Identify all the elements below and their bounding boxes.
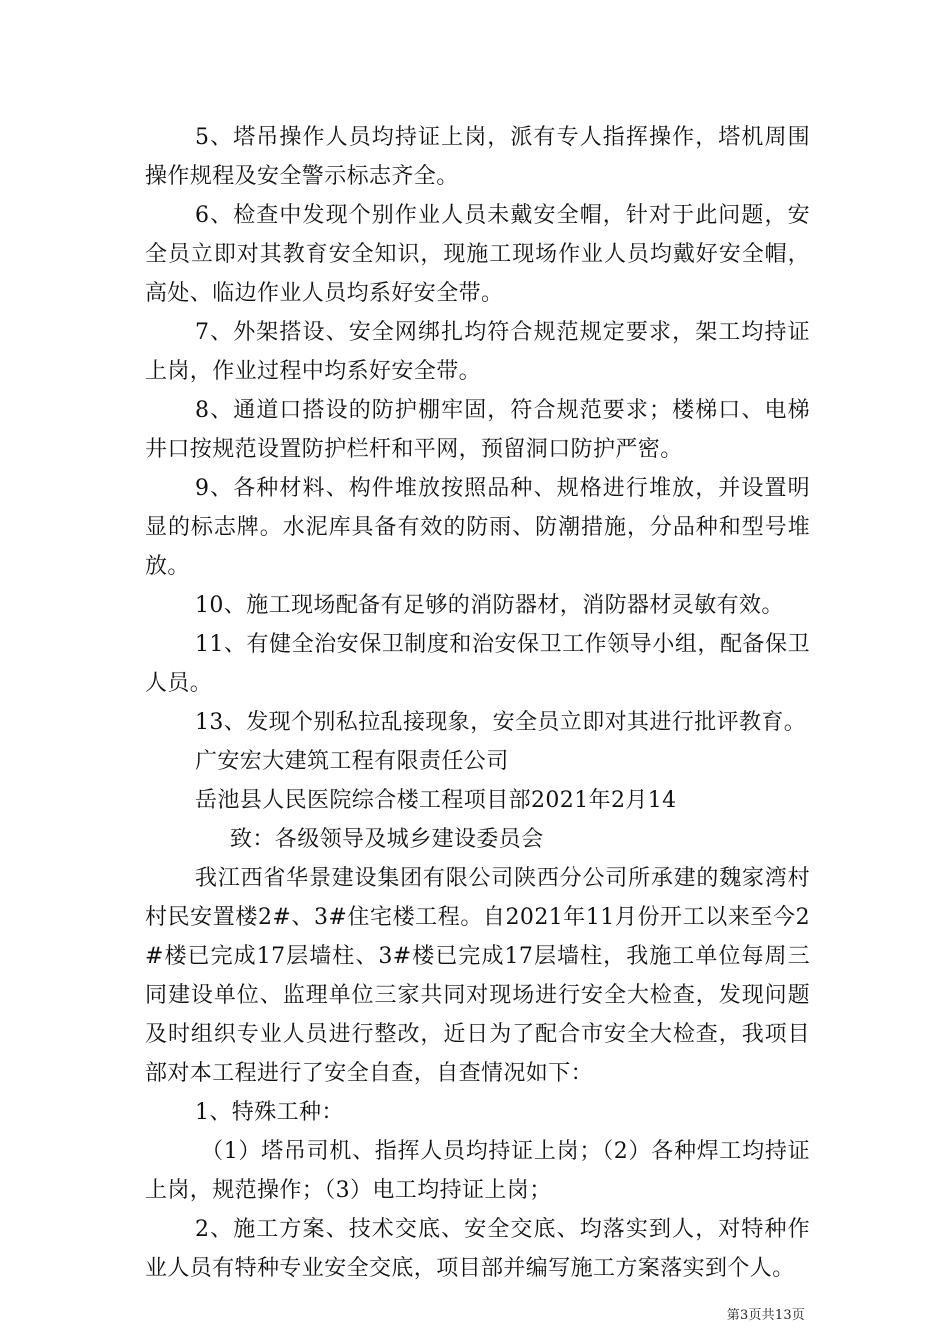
- paragraph-item-13: 13、发现个别私拉乱接现象，安全员立即对其进行批评教育。: [195, 710, 807, 735]
- paragraph-item-10: 10、施工现场配备有足够的消防器材，消防器材灵敏有效。: [195, 593, 784, 618]
- project-signature-date: 岳池县人民医院综合楼工程项目部2021年2月14: [195, 788, 677, 813]
- special-trades-detail: （1）塔吊司机、指挥人员均持证上岗；（2）各种焊工均持证上岗，规范操作；（3）电工均持证上岗；: [145, 1139, 810, 1203]
- letter-salutation: 致：各级领导及城乡建设委员会: [230, 827, 544, 852]
- paragraph-item-6: 6、检查中发现个别作业人员未戴安全帽，针对于此问题，安全员立即对其教育安全知识，现施工现场作业人员均戴好安全帽，高处、临边作业人员均系好安全带。: [145, 203, 810, 306]
- paragraph-item-11: 11、有健全治安保卫制度和治安保卫工作领导小组，配备保卫人员。: [145, 632, 810, 696]
- paragraph-item-9: 9、各种材料、构件堆放按照品种、规格进行堆放，并设置明显的标志牌。水泥库具备有效的防雨、防潮措施，分品种和型号堆放。: [145, 476, 810, 579]
- section-construction-plan: 2、施工方案、技术交底、安全交底、均落实到人，对特种作业人员有特种专业安全交底，项目部并编写施工方案落实到个人。: [145, 1217, 810, 1281]
- paragraph-item-8: 8、通道口搭设的防护棚牢固，符合规范要求；楼梯口、电梯井口按规范设置防护栏杆和平网，预留洞口防护严密。: [145, 398, 810, 462]
- page-number: 第3页共13页: [726, 1308, 805, 1323]
- company-signature: 广安宏大建筑工程有限责任公司: [195, 749, 509, 774]
- section-heading-special-trades: 1、特殊工种：: [195, 1100, 344, 1125]
- paragraph-item-5: 5、塔吊操作人员均持证上岗，派有专人指挥操作，塔机周围操作规程及安全警示标志齐全。: [145, 125, 810, 189]
- document-body: [145, 118, 810, 1288]
- paragraph-item-7: 7、外架搭设、安全网绑扎均符合规范规定要求，架工均持证上岗，作业过程中均系好安全带。: [145, 320, 810, 384]
- letter-intro-paragraph: 我江西省华景建设集团有限公司陕西分公司所承建的魏家湾村村民安置楼2#、3#住宅楼工程。自2021年11月份开工以来至今2#楼已完成17层墙柱、3#楼已完成17层墙柱，我施工单位每周三同建设单位、监理单位三家共同对现场进行安全大检查，发现问题及时组织专业人员进行整改，近日为了配合市安全大检查，我项目部对本工程进行了安全自查，自查情况如下：: [145, 866, 810, 1086]
